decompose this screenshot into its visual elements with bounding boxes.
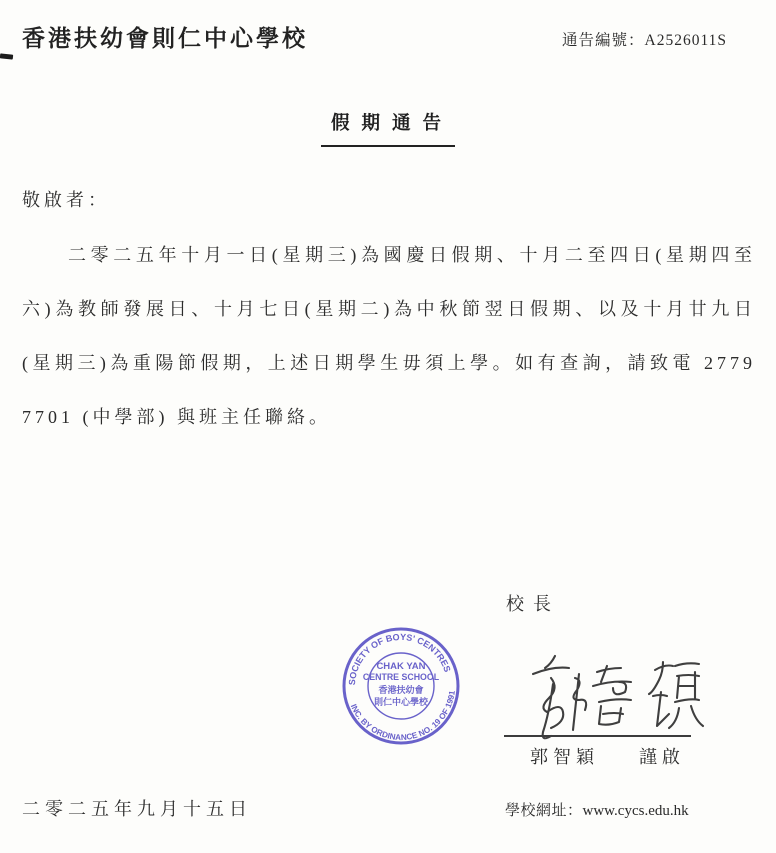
principal-signature-icon [525, 650, 705, 742]
principal-label: 校長 [506, 594, 560, 614]
notice-number-label: 通告編號： [562, 32, 645, 49]
notice-number [562, 30, 727, 52]
signed-name: 郭智穎 [530, 747, 599, 767]
website-label: 學校網址： [505, 803, 583, 819]
signature-line [504, 735, 691, 737]
school-seal-icon [340, 625, 462, 747]
stamp-line1: CHAK YAN [376, 661, 426, 672]
website-url: www.cycs.edu.hk [582, 803, 689, 819]
stamp-line2: CENTRE SCHOOL [362, 672, 440, 682]
issue-date: 二零二五年九月十五日 [22, 799, 252, 819]
stamp-line4: 則仁中心學校 [373, 697, 429, 707]
body-paragraph [22, 228, 756, 444]
school-website [505, 799, 689, 823]
body-line-4: 7701 (中學部) 與班主任聯絡。 [22, 407, 331, 427]
body-line-2: 六)為教師發展日、十月七日(星期二)為中秋節翌日假期、以及十月廿九日 [22, 299, 756, 319]
notice-number-value: A2526011S [644, 32, 728, 49]
scan-artifact [0, 53, 13, 59]
school-stamp [340, 625, 462, 747]
stamp-line3: 香港扶幼會 [378, 685, 424, 695]
closing-label: 謹啟 [639, 747, 685, 767]
salutation: 敬啟者： [22, 190, 110, 210]
body-line-3: (星期三)為重陽節假期，上述日期學生毋須上學。如有查詢，請致電 2779 [22, 353, 756, 373]
notice-title-wrap [0, 108, 776, 147]
school-name: 香港扶幼會則仁中心學校 [22, 26, 308, 51]
signature-name-row [530, 744, 685, 770]
stamp-arc-bottom-text: INC. BY ORDINANCE NO. 19 OF 1991 [348, 689, 457, 743]
stamp-arc-top-text: SOCIETY OF BOYS' CENTRES [346, 631, 453, 686]
body-line-1: 二零二五年十月一日(星期三)為國慶日假期、十月二至四日(星期四至 [68, 245, 756, 265]
notice-title: 假期通告 [321, 108, 455, 147]
